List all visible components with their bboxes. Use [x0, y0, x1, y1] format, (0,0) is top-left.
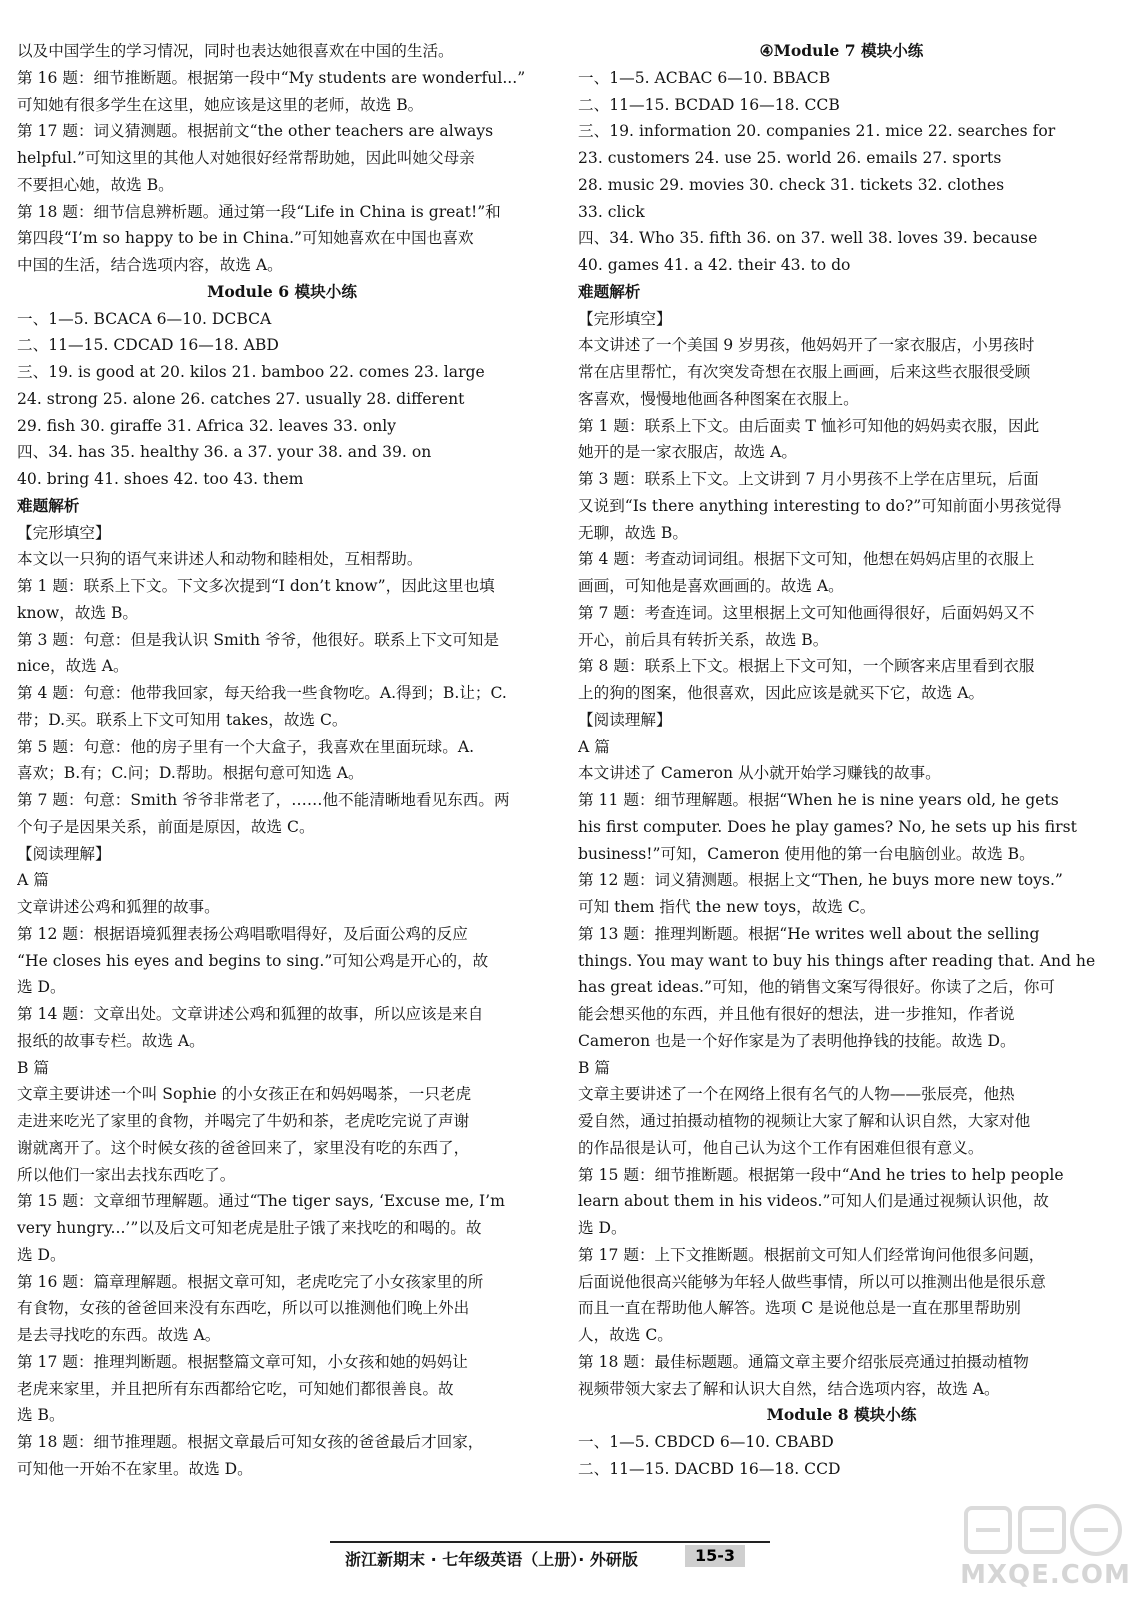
- text-line: 第 12 题：词义猜测题。根据上文“Then, he buys more new toys.”: [578, 871, 1063, 890]
- text-line: 可知 them 指代 the new toys，故选 C。: [578, 898, 876, 916]
- module7-cloze-text: [578, 332, 1105, 707]
- text-line: 画画，可知他是喜欢画画的。故选 A。: [578, 577, 844, 595]
- text-line: 第 7 题：句意：Smith 爷爷非常老了，……他不能清晰地看见东西。两: [17, 791, 510, 809]
- answer-line: 23. customers 24. use 25. world 26. emails 27. sports: [578, 149, 1002, 167]
- text-line: 个句子是因果关系，前面是原因，故选 C。: [17, 817, 315, 836]
- text-line: 第 8 题：联系上下文。根据上下文可知，一个顾客来店里看到衣服: [578, 657, 1035, 676]
- answer-line: 28. music 29. movies 30. check 31. tickets 32. clothes: [578, 175, 1005, 194]
- text-line: know，故选 B。: [17, 603, 139, 622]
- text-line: 第 18 题：最佳标题题。通篇文章主要介绍张辰亮通过拍摄动植物: [578, 1352, 1029, 1371]
- text-line: 客喜欢，慢慢地他画各种图案在衣服上。: [578, 389, 859, 408]
- text-line: Cameron 也是一个好作家是为了表明他挣钱的技能。故选 D。: [578, 1031, 1016, 1050]
- module8-answers: [578, 1429, 1105, 1483]
- answer-line: 四、34. Who 35. fifth 36. on 37. well 38. loves 39. because: [578, 229, 1038, 248]
- text-line: business!”可知，Cameron 使用他的第一台电脑创业。故选 B。: [578, 844, 1035, 863]
- answer-line: 三、19. is good at 20. kilos 21. bamboo 22. comes 23. large: [17, 363, 485, 381]
- answer-line: 33. click: [578, 202, 645, 221]
- text-line: 第 5 题：句意：他的房子里有一个大盒子，我喜欢在里面玩球。A.: [17, 737, 475, 756]
- text-line: 本文讲述了 Cameron 从小就开始学习赚钱的故事。: [578, 764, 941, 783]
- text-line: 第 17 题：上下文推断题。根据前文可知人们经常询问他很多问题，: [578, 1245, 1045, 1264]
- text-line: 选 D。: [17, 978, 66, 997]
- text-line: 第 14 题：文章出处。文章讲述公鸡和狐狸的故事，所以应该是来自: [17, 1005, 484, 1023]
- text-line: B 篇: [17, 1058, 50, 1077]
- text-line: 视频带领大家去了解和认识大自然，结合选项内容，故选 A。: [578, 1379, 1000, 1398]
- text-line: B 篇: [578, 1058, 611, 1077]
- text-line: nice，故选 A。: [17, 657, 129, 676]
- text-line: 可知他一开始不在家里。故选 D。: [17, 1459, 253, 1478]
- module6-analysis-title: 难题解析: [17, 495, 80, 515]
- module7-analysis-title: 难题解析: [578, 281, 641, 301]
- text-line: 是去寻找吃的东西。故选 A。: [17, 1326, 221, 1344]
- text-line: 第 4 题：句意：他带我回家，每天给我一些食物吃。A.得到；B.让；C.: [17, 684, 507, 702]
- text-line: helpful.”可知这里的其他人对她很好经常帮助她，因此叫她父母亲: [17, 149, 475, 167]
- answer-line: 40. games 41. a 42. their 43. to do: [578, 256, 851, 274]
- text-line: 无聊，故选 B。: [578, 523, 688, 542]
- text-line: 第 12 题：根据语境狐狸表扬公鸡唱歌唱得好，及后面公鸡的反应: [17, 924, 468, 943]
- watermark-text: MXQE.COM: [960, 1560, 1131, 1590]
- text-line: A 篇: [17, 871, 49, 890]
- text-line: 中国的生活，结合选项内容，故选 A。: [17, 256, 283, 274]
- answer-line: 二、11—15. BCDAD 16—18. CCB: [578, 95, 840, 114]
- module6-cloze-title: 【完形填空】: [17, 523, 111, 542]
- answer-line: 三、19. information 20. companies 21. mice 22. searches for: [578, 122, 1056, 141]
- text-line: 第 7 题：考查连词。这里根据上文可知他画得很好，后面妈妈又不: [578, 603, 1035, 622]
- text-line: 上的狗的图案，他很喜欢，因此应该是就买下它，故选 A。: [578, 684, 985, 702]
- text-line: 第 16 题：篇章理解题。根据文章可知，老虎吃完了小女孩家里的所: [17, 1272, 484, 1291]
- answer-line: 一、1—5. ACBAC 6—10. BBACB: [578, 68, 831, 87]
- text-line: 喜欢；B.有；C.问；D.帮助。根据句意可知选 A。: [17, 764, 364, 783]
- text-line: 后面说他很高兴能够为年轻人做些事情，所以可以推测出他是很乐意: [578, 1272, 1046, 1291]
- left-column: [17, 38, 547, 1483]
- text-line: 第 3 题：句意：但是我认识 Smith 爷爷，他很好。联系上下文可知是: [17, 630, 499, 649]
- text-line: 以及中国学生的学习情况，同时也表达她很喜欢在中国的生活。: [17, 42, 454, 60]
- module6-answers: [17, 306, 547, 493]
- text-line: 第 18 题：细节推理题。根据文章最后可知女孩的爸爸最后才回家，: [17, 1433, 484, 1451]
- text-line: 第 17 题：推理判断题。根据整篇文章可知，小女孩和她的妈妈让: [17, 1352, 468, 1371]
- answer-line: 40. bring 41. shoes 42. too 43. them: [17, 470, 304, 488]
- watermark-logo: [958, 1500, 1133, 1595]
- text-line: 第 4 题：考查动词词组。根据下文可知，他想在妈妈店里的衣服上: [578, 550, 1035, 569]
- text-line: has great ideas.”可知，他的销售文案写得很好。你读了之后，你可: [578, 978, 1055, 997]
- text-line: 又说到“Is there anything interesting to do?”可知前面小男孩觉得: [578, 496, 1062, 515]
- module7-heading: ④Module 7 模块小练: [759, 41, 924, 60]
- module6-reading-title: 【阅读理解】: [17, 844, 111, 863]
- module6-cloze-text: [17, 546, 547, 840]
- text-line: 而且一直在帮助他人解答。选项 C 是说他总是一直在那里帮助别: [578, 1299, 1021, 1318]
- text-line: 爱自然，通过拍摄动植物的视频让大家了解和认识自然，大家对他: [578, 1112, 1031, 1130]
- footer-title: 浙江新期末 · 七年级英语（上册）· 外研版: [345, 1550, 638, 1569]
- text-line: 第 16 题：细节推断题。根据第一段中“My students are wonderful...”: [17, 68, 526, 87]
- text-line: 常在店里帮忙，有次突发奇想在衣服上画画，后来这些衣服很受顾: [578, 363, 1031, 381]
- page-number: 15-3: [685, 1545, 745, 1567]
- text-line: 老虎来家里，并且把所有东西都给它吃，可知她们都很善良。故: [17, 1379, 454, 1398]
- answer-line: 29. fish 30. giraffe 31. Africa 32. leaves 33. only: [17, 416, 397, 435]
- module7-cloze-title: 【完形填空】: [578, 309, 672, 328]
- text-line: 所以他们一家出去找东西吃了。: [17, 1165, 236, 1184]
- text-line: 选 D。: [17, 1245, 66, 1264]
- text-line: A 篇: [578, 737, 610, 756]
- answer-line: 一、1—5. CBDCD 6—10. CBABD: [578, 1433, 834, 1451]
- answer-line: 二、11—15. CDCAD 16—18. ABD: [17, 336, 279, 355]
- text-line: 带；D.买。联系上下文可知用 takes，故选 C。: [17, 710, 348, 729]
- watermark-stamp-icon: [958, 1500, 1133, 1560]
- text-line: 第 1 题：联系上下文。下文多次提到“I don’t know”，因此这里也填: [17, 577, 495, 595]
- text-line: 文章主要讲述了一个在网络上很有名气的人物——张辰亮，他热: [578, 1085, 1015, 1104]
- text-line: 开心，前后具有转折关系，故选 B。: [578, 630, 829, 649]
- text-line: 第 15 题：细节推断题。根据第一段中“And he tries to help people: [578, 1165, 1064, 1184]
- answer-line: 24. strong 25. alone 26. catches 27. usually 28. different: [17, 389, 465, 408]
- text-line: 选 B。: [17, 1406, 65, 1425]
- text-line: 有食物，女孩的爸爸回来没有东西吃，所以可以推测他们晚上外出: [17, 1299, 470, 1318]
- text-line: learn about them in his videos.”可知人们是通过视频认识他，故: [578, 1192, 1049, 1211]
- text-line: 她开的是一家衣服店，故选 A。: [578, 443, 797, 462]
- text-line: 走进来吃光了家里的食物，并喝完了牛奶和茶，老虎吃完说了声谢: [17, 1112, 470, 1130]
- intro-lines: [17, 38, 547, 279]
- text-line: 文章主要讲述一个叫 Sophie 的小女孩正在和妈妈喝茶，一只老虎: [17, 1085, 472, 1104]
- text-line: very hungry...’”以及后文可知老虎是肚子饿了来找吃的和喝的。故: [17, 1219, 482, 1237]
- text-line: 第 13 题：推理判断题。根据“He writes well about the selling: [578, 924, 1040, 943]
- text-line: 的作品很是认可，他自己认为这个工作有困难但很有意义。: [578, 1138, 984, 1157]
- right-column: [578, 38, 1105, 1483]
- text-line: “He closes his eyes and begins to sing.”可知公鸡是开心的，故: [17, 951, 489, 970]
- text-line: 本文以一只狗的语气来讲述人和动物和睦相处，互相帮助。: [17, 550, 423, 569]
- text-line: 第 15 题：文章细节理解题。通过“The tiger says, ‘Excuse me, I’m: [17, 1192, 505, 1211]
- module6-reading-text: [17, 867, 547, 1482]
- text-line: 人，故选 C。: [578, 1326, 673, 1344]
- text-line: 谢就离开了。这个时候女孩的爸爸回来了，家里没有吃的东西了，: [17, 1138, 470, 1157]
- answer-line: 一、1—5. BCACA 6—10. DCBCA: [17, 309, 272, 328]
- text-line: 第 11 题：细节理解题。根据“When he is nine years old, he gets: [578, 791, 1059, 809]
- footer-rule: [330, 1541, 770, 1543]
- text-line: his first computer. Does he play games? No, he sets up his first: [578, 817, 1077, 836]
- text-line: 文章讲述公鸡和狐狸的故事。: [17, 898, 220, 916]
- text-line: 第 17 题：词义猜测题。根据前文“the other teachers are always: [17, 122, 494, 141]
- module7-answers: [578, 65, 1105, 279]
- text-line: 报纸的故事专栏。故选 A。: [17, 1031, 205, 1050]
- text-line: 第四段“I’m so happy to be in China.”可知她喜欢在中国也喜欢: [17, 229, 474, 248]
- text-line: 选 D。: [578, 1219, 627, 1237]
- module7-reading-title: 【阅读理解】: [578, 710, 672, 729]
- text-line: 可知她有很多学生在这里，她应该是这里的老师，故选 B。: [17, 95, 424, 114]
- text-line: 本文讲述了一个美国 9 岁男孩，他妈妈开了一家衣服店，小男孩时: [578, 336, 1035, 355]
- answer-line: 四、34. has 35. healthy 36. a 37. your 38. and 39. on: [17, 443, 432, 462]
- answer-line: 二、11—15. DACBD 16—18. CCD: [578, 1459, 841, 1478]
- module8-heading: Module 8 模块小练: [766, 1405, 917, 1425]
- text-line: 能会想买他的东西，并且他有很好的想法，进一步推知，作者说: [578, 1005, 1015, 1023]
- module7-reading-text: [578, 734, 1105, 1403]
- module6-heading: Module 6 模块小练: [207, 281, 357, 301]
- text-line: things. You may want to buy his things after reading that. And he: [578, 951, 1096, 970]
- text-line: 第 18 题：细节信息辨析题。通过第一段“Life in China is great!”和: [17, 202, 501, 221]
- text-line: 第 3 题：联系上下文。上文讲到 7 月小男孩不上学在店里玩，后面: [578, 470, 1039, 488]
- text-line: 第 1 题：联系上下文。由后面卖 T 恤衫可知他的妈妈卖衣服，因此: [578, 416, 1040, 435]
- text-line: 不要担心她，故选 B。: [17, 175, 174, 194]
